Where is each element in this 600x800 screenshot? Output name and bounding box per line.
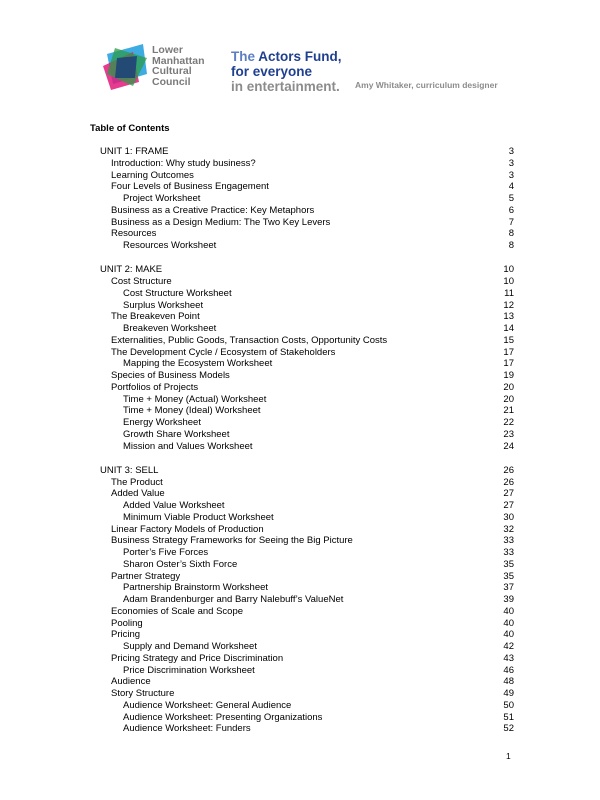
- toc-entry-page: 26: [503, 476, 514, 488]
- toc-entry-page: 33: [503, 535, 514, 547]
- toc-entry-title: Pricing Strategy and Price Discrimination: [111, 652, 284, 664]
- toc-entry-page: 40: [503, 605, 514, 617]
- table-of-contents: [100, 146, 514, 748]
- toc-entry-title: Partner Strategy: [111, 570, 181, 582]
- toc-entry[interactable]: [100, 477, 514, 489]
- toc-entry-page: 26: [503, 464, 514, 476]
- toc-entry-title: Supply and Demand Worksheet: [123, 641, 257, 652]
- toc-entry[interactable]: [100, 618, 514, 630]
- toc-entry-page: 48: [503, 676, 514, 688]
- designer-credit: Amy Whitaker, curriculum designer: [355, 80, 498, 90]
- toc-entry[interactable]: [100, 417, 514, 429]
- lmcc-logo-text: [152, 45, 205, 87]
- lmcc-line-4: Council: [152, 75, 191, 88]
- toc-entry-page: 27: [503, 488, 514, 500]
- toc-entry[interactable]: [100, 240, 514, 252]
- lmcc-logo-icon: [103, 44, 151, 90]
- toc-entry[interactable]: [100, 405, 514, 417]
- toc-entry-page: 37: [503, 582, 514, 594]
- toc-entry-title: The Product: [111, 476, 163, 488]
- toc-entry-page: 50: [503, 699, 514, 711]
- toc-entry-title: Story Structure: [111, 688, 175, 699]
- toc-entry-title: Time + Money (Ideal) Worksheet: [123, 405, 261, 417]
- toc-entry-page: 23: [503, 428, 514, 440]
- toc-entry[interactable]: [100, 228, 514, 240]
- toc-entry-title: Learning Outcomes: [111, 169, 194, 181]
- toc-entry-page: 15: [503, 334, 514, 346]
- actors-fund-logo: [231, 49, 342, 94]
- toc-entry[interactable]: [100, 512, 514, 524]
- toc-entry-title: Cost Structure Worksheet: [123, 287, 232, 299]
- toc-entry-title: Resources: [111, 228, 157, 240]
- toc-entry[interactable]: [100, 382, 514, 394]
- toc-entry-page: 22: [503, 417, 514, 428]
- toc-entry-page: 11: [504, 287, 514, 299]
- actors-fund-line-2: for everyone: [231, 64, 313, 79]
- toc-entry-page: 8: [508, 228, 514, 240]
- toc-entry[interactable]: [100, 488, 514, 500]
- toc-entry[interactable]: [100, 300, 514, 312]
- toc-entry-title: Adam Brandenburger and Barry Nalebuff’s ValueNet: [123, 594, 344, 605]
- toc-entry-title: Portfolios of Projects: [111, 381, 199, 393]
- toc-entry-page: 43: [503, 652, 514, 664]
- toc-entry-title: Growth Share Worksheet: [123, 428, 230, 440]
- toc-entry[interactable]: [100, 665, 514, 677]
- page-number: 1: [506, 751, 511, 761]
- toc-entry-title: Energy Worksheet: [123, 417, 201, 428]
- toc-entry-title: Audience Worksheet: Funders: [123, 723, 251, 735]
- toc-entry-page: 13: [503, 311, 514, 323]
- toc-entry[interactable]: [100, 559, 514, 571]
- toc-entry-title: Audience Worksheet: Presenting Organizations: [123, 711, 323, 723]
- toc-entry-page: 20: [503, 393, 514, 405]
- toc-entry[interactable]: [100, 594, 514, 606]
- toc-entry-title: Added Value: [111, 488, 165, 500]
- toc-entry-title: Price Discrimination Worksheet: [123, 664, 255, 676]
- toc-entry-page: 8: [508, 240, 514, 251]
- toc-entry-title: Four Levels of Business Engagement: [111, 181, 269, 193]
- toc-unit: [100, 146, 514, 252]
- toc-entry[interactable]: [100, 676, 514, 688]
- toc-entry[interactable]: [100, 700, 514, 712]
- toc-entry[interactable]: [100, 276, 514, 288]
- toc-entry-page: 19: [503, 370, 514, 381]
- toc-entry-title: Economies of Scale and Scope: [111, 605, 244, 617]
- toc-entry-page: 35: [503, 558, 514, 570]
- toc-entry-title: Introduction: Why study business?: [111, 157, 256, 169]
- toc-entry-title: Pricing: [111, 629, 141, 641]
- toc-entry-page: 10: [503, 276, 514, 287]
- toc-entry-title: Mapping the Ecosystem Worksheet: [123, 358, 273, 370]
- lmcc-line-2: Manhattan: [152, 54, 205, 67]
- toc-entry[interactable]: [100, 429, 514, 441]
- toc-entry[interactable]: [100, 688, 514, 700]
- toc-entry-page: 5: [508, 193, 514, 204]
- toc-entry-title: Mission and Values Worksheet: [123, 440, 253, 452]
- toc-entry-title: Sharon Oster’s Sixth Force: [123, 558, 238, 570]
- toc-entry-page: 52: [503, 723, 514, 735]
- toc-entry-title: Breakeven Worksheet: [123, 323, 217, 334]
- toc-entry[interactable]: [100, 653, 514, 665]
- toc-entry[interactable]: [100, 535, 514, 547]
- toc-entry-title: The Development Cycle / Ecosystem of Stakeholders: [111, 346, 336, 358]
- toc-entry-title: Surplus Worksheet: [123, 299, 204, 311]
- lmcc-line-3: Cultural: [152, 65, 192, 77]
- toc-entry[interactable]: [100, 205, 514, 217]
- toc-entry-page: 4: [508, 181, 514, 193]
- toc-unit-heading[interactable]: [100, 465, 514, 477]
- toc-entry[interactable]: [100, 193, 514, 205]
- toc-entry-title: Cost Structure: [111, 276, 172, 287]
- toc-entry-title: UNIT 1: FRAME: [100, 146, 169, 157]
- toc-entry-page: 17: [503, 346, 514, 358]
- toc-entry-title: UNIT 3: SELL: [100, 464, 159, 476]
- toc-entry-page: 42: [503, 641, 514, 652]
- actors-fund-line-3: in entertainment.: [231, 79, 340, 94]
- toc-entry-page: 46: [503, 664, 514, 676]
- toc-entry-title: Audience Worksheet: General Audience: [123, 699, 292, 711]
- toc-entry[interactable]: [100, 347, 514, 359]
- toc-entry[interactable]: [100, 370, 514, 382]
- toc-entry[interactable]: [100, 335, 514, 347]
- toc-entry-page: 27: [503, 500, 514, 511]
- lmcc-line-1: Lower: [152, 44, 183, 56]
- toc-entry-page: 24: [503, 440, 514, 452]
- toc-entry-page: 32: [503, 523, 514, 535]
- toc-entry-title: Porter’s Five Forces: [123, 547, 209, 558]
- toc-entry-page: 3: [508, 146, 514, 157]
- toc-entry-page: 20: [503, 381, 514, 393]
- page-header: [0, 0, 600, 110]
- toc-entry[interactable]: [100, 629, 514, 641]
- toc-entry[interactable]: [100, 158, 514, 170]
- toc-entry-title: Minimum Viable Product Worksheet: [123, 511, 274, 523]
- actors-fund-name: Actors Fund,: [258, 49, 342, 64]
- toc-entry-page: 51: [503, 711, 514, 723]
- toc-title: Table of Contents: [90, 123, 170, 134]
- toc-entry[interactable]: [100, 358, 514, 370]
- toc-entry-title: Resources Worksheet: [123, 240, 217, 251]
- toc-entry[interactable]: [100, 500, 514, 512]
- toc-unit: [100, 264, 514, 452]
- toc-entry[interactable]: [100, 712, 514, 724]
- toc-entry[interactable]: [100, 217, 514, 229]
- toc-entry-page: 3: [508, 157, 514, 169]
- toc-entry-page: 30: [503, 511, 514, 523]
- toc-entry[interactable]: [100, 641, 514, 653]
- toc-entry[interactable]: [100, 323, 514, 335]
- toc-entry-page: 39: [503, 594, 514, 605]
- toc-entry-title: Project Worksheet: [123, 193, 201, 204]
- toc-entry-title: Audience: [111, 676, 151, 688]
- toc-entry-title: Pooling: [111, 617, 143, 629]
- toc-entry-page: 14: [503, 323, 514, 334]
- toc-entry[interactable]: [100, 181, 514, 193]
- toc-entry[interactable]: [100, 311, 514, 323]
- toc-entry-page: 12: [503, 299, 514, 311]
- toc-entry-title: Business Strategy Frameworks for Seeing the Big Picture: [111, 535, 353, 547]
- toc-entry-page: 6: [508, 204, 514, 216]
- toc-entry-title: Business as a Design Medium: The Two Key Levers: [111, 216, 331, 228]
- toc-entry-title: Species of Business Models: [111, 370, 230, 381]
- actors-fund-line-1: The Actors Fund,: [231, 49, 342, 64]
- toc-entry[interactable]: [100, 571, 514, 583]
- toc-entry[interactable]: [100, 441, 514, 453]
- toc-entry-title: Externalities, Public Goods, Transaction Costs, Opportunity Costs: [111, 334, 388, 346]
- toc-entry[interactable]: [100, 547, 514, 559]
- toc-entry[interactable]: [100, 606, 514, 618]
- toc-entry-page: 49: [503, 688, 514, 699]
- toc-entry-page: 40: [503, 629, 514, 641]
- toc-entry-page: 3: [508, 169, 514, 181]
- toc-entry-page: 33: [503, 547, 514, 558]
- toc-unit: [100, 465, 514, 735]
- toc-entry-page: 40: [503, 617, 514, 629]
- toc-entry-title: The Breakeven Point: [111, 311, 200, 323]
- toc-entry-page: 21: [503, 405, 514, 417]
- toc-entry-page: 10: [503, 264, 514, 276]
- toc-entry[interactable]: [100, 394, 514, 406]
- toc-unit-heading[interactable]: [100, 146, 514, 158]
- toc-entry-title: Partnership Brainstorm Worksheet: [123, 582, 269, 594]
- toc-entry-page: 35: [503, 570, 514, 582]
- toc-entry-title: UNIT 2: MAKE: [100, 264, 163, 276]
- toc-entry[interactable]: [100, 723, 514, 735]
- toc-unit-heading[interactable]: [100, 264, 514, 276]
- toc-entry-title: Linear Factory Models of Production: [111, 523, 264, 535]
- toc-entry[interactable]: [100, 170, 514, 182]
- toc-entry[interactable]: [100, 288, 514, 300]
- toc-entry-page: 17: [503, 358, 514, 370]
- toc-entry[interactable]: [100, 524, 514, 536]
- toc-entry-page: 7: [508, 216, 514, 228]
- toc-entry[interactable]: [100, 582, 514, 594]
- toc-entry-title: Business as a Creative Practice: Key Metaphors: [111, 204, 315, 216]
- toc-entry-title: Added Value Worksheet: [123, 500, 225, 511]
- toc-entry-title: Time + Money (Actual) Worksheet: [123, 393, 267, 405]
